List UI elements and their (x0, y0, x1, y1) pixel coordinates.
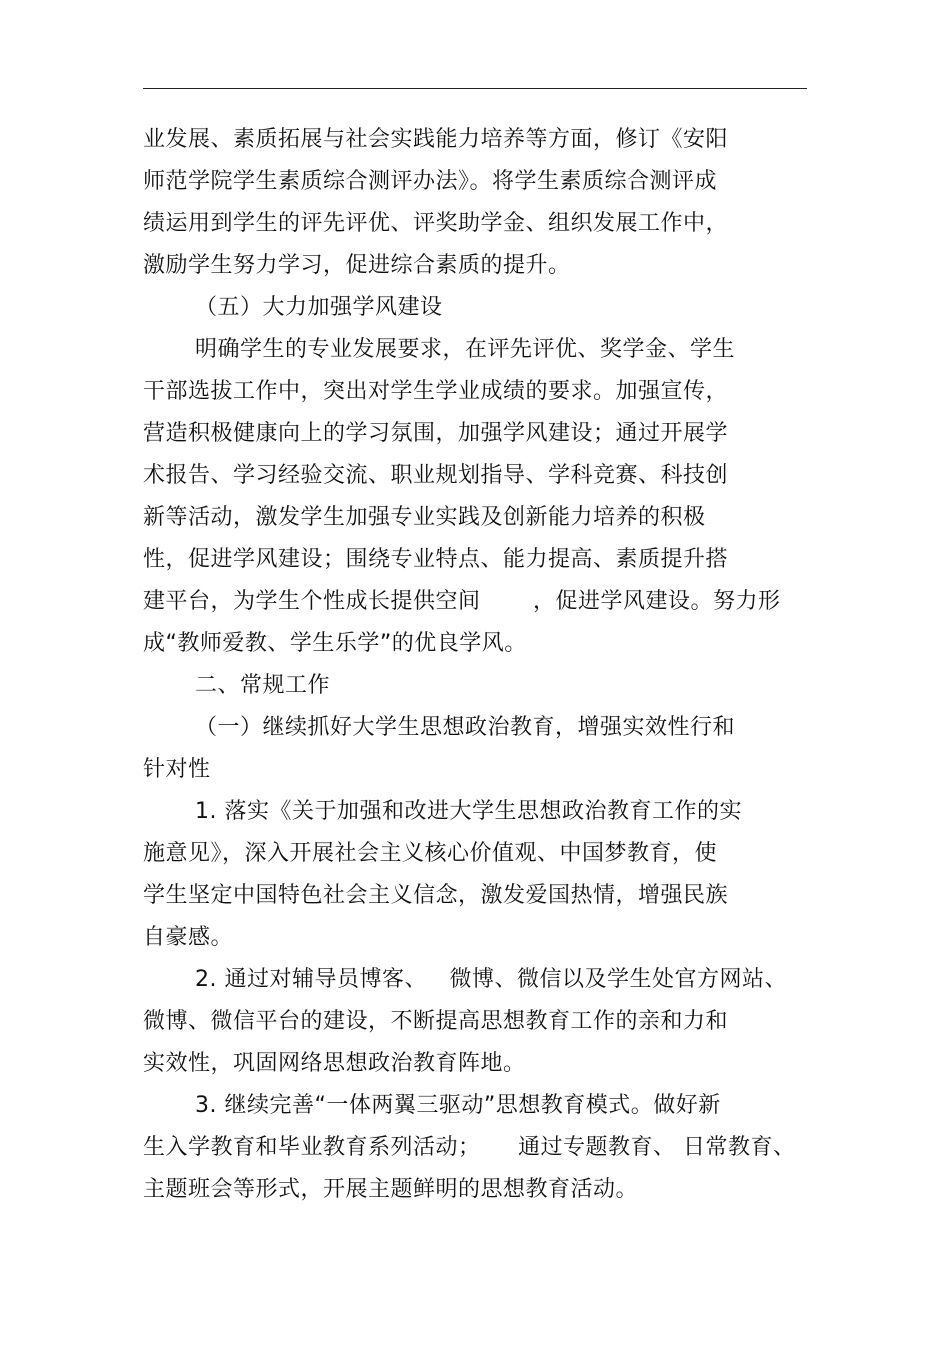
subsection-heading: 针对性 (143, 757, 211, 782)
paragraph-line: 2. 通过对辅导员博客、 微博、微信以及学生处官方网站、 (195, 967, 787, 992)
paragraph-line: 绩运用到学生的评先评优、评奖助学金、组织发展工作中， (143, 211, 729, 236)
paragraph-line: 主题班会等形式，开展主题鲜明的思想教育活动。 (143, 1177, 639, 1202)
paragraph-line: 业发展、素质拓展与社会实践能力培养等方面，修订《安阳 (143, 127, 729, 152)
paragraph-line: 生入学教育和毕业教育系列活动； 通过专题教育、 日常教育、 (143, 1135, 796, 1160)
section-heading: （五）大力加强学风建设 (195, 295, 443, 320)
paragraph-line: 实效性，巩固网络思想政治教育阵地。 (143, 1051, 526, 1076)
paragraph-line: 术报告、学习经验交流、职业规划指导、学科竞赛、科技创 (143, 463, 729, 488)
paragraph-line: 微博、微信平台的建设，不断提高思想教育工作的亲和力和 (143, 1009, 729, 1034)
paragraph-line: 建平台，为学生个性成长提供空间 ，促进学风建设。努力形 (143, 589, 781, 614)
paragraph-line: 施意见》，深入开展社会主义核心价值观、中国梦教育，使 (143, 841, 718, 866)
paragraph-line: 师范学院学生素质综合测评办法》。将学生素质综合测评成 (143, 169, 718, 194)
section-heading: 二、常规工作 (195, 673, 331, 698)
paragraph-line: 学生坚定中国特色社会主义信念，激发爱国热情，增强民族 (143, 883, 729, 908)
paragraph-line: 性，促进学风建设；围绕专业特点、能力提高、素质提升搭 (143, 547, 729, 572)
paragraph-line: 明确学生的专业发展要求，在评先评优、奖学金、学生 (195, 337, 736, 362)
paragraph-line: 成“教师爱教、学生乐学”的优良学风。 (143, 631, 527, 656)
paragraph-line: 自豪感。 (143, 925, 234, 950)
paragraph-line: 激励学生努力学习，促进综合素质的提升。 (143, 253, 571, 278)
subsection-heading: （一）继续抓好大学生思想政治教育，增强实效性行和 (195, 715, 736, 740)
paragraph-line: 1. 落实《关于加强和改进大学生思想政治教育工作的实 (195, 799, 742, 824)
paragraph-line: 新等活动，激发学生加强专业实践及创新能力培养的积极 (143, 505, 706, 530)
paragraph-line: 3. 继续完善“一体两翼三驱动”思想教育模式。做好新 (195, 1093, 721, 1118)
paragraph-line: 营造积极健康向上的学习氛围，加强学风建设；通过开展学 (143, 421, 729, 446)
paragraph-line: 干部选拔工作中，突出对学生学业成绩的要求。加强宣传， (143, 379, 729, 404)
